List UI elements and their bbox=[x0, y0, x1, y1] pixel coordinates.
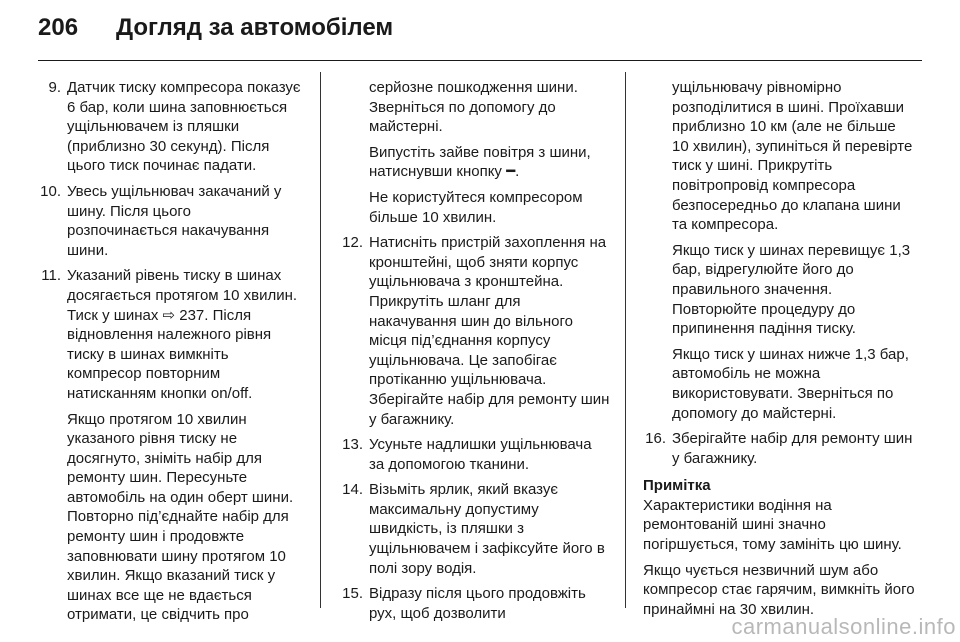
note-heading: Примітка bbox=[643, 477, 711, 495]
note-paragraph: Характеристики водіння на ремонтованій шині значно погіршується, тому замініть цю шину. bbox=[643, 496, 902, 554]
step-number: 12. bbox=[342, 234, 363, 252]
page-title: Догляд за автомобілем bbox=[116, 14, 394, 41]
list-item bbox=[38, 266, 304, 403]
page-header bbox=[38, 14, 393, 54]
paragraph: Якщо протягом 10 хвилин указаного рівня тиску не досягнуто, зніміть набір для ремонту шин. Пересуньте автомобіль на один оберт шини. Повторно під’єднайте набір для ремонту шин і продовжте заповнювати шину протягом 10 хвилин. Якщо вказаний тиск у шинах все ще не вдається отримати, це свідчить про bbox=[67, 410, 294, 624]
step-number: 10. bbox=[40, 182, 61, 200]
list-item bbox=[340, 233, 610, 429]
step-number: 13. bbox=[342, 436, 363, 454]
list-item bbox=[38, 182, 304, 260]
list-item bbox=[38, 78, 304, 176]
header-rule bbox=[38, 60, 922, 61]
page-number: 206 bbox=[38, 14, 79, 41]
column-divider-2 bbox=[625, 72, 626, 608]
watermark: carmanualsonline.info bbox=[731, 614, 956, 639]
paragraph bbox=[369, 143, 610, 182]
paragraph: Якщо тиск у шинах перевищує 1,3 бар, відрегулюйте його до правильного значення. Повторюйте процедуру до припинення падіння тиску. bbox=[672, 241, 911, 338]
step-number: 16. bbox=[645, 430, 666, 448]
list-item bbox=[340, 480, 610, 578]
step-number: 11. bbox=[41, 267, 61, 285]
paragraph-end: . bbox=[515, 163, 520, 181]
step-number: 9. bbox=[48, 79, 61, 96]
step-text: Усуньте надлишки ущільнювача за допомогою тканини. bbox=[369, 436, 592, 473]
step-number: 15. bbox=[342, 585, 363, 603]
step-text: Увесь ущільнювач закачаний у шину. Після цього розпочинається накачування шини. bbox=[67, 182, 282, 259]
list-item bbox=[340, 584, 610, 623]
paragraph: серйозне пошкодження шини. Зверніться по допомогу до майстерні. bbox=[369, 79, 578, 136]
column-3 bbox=[643, 78, 915, 625]
step-text: Зберігайте набір для ремонту шин у багажнику. bbox=[672, 430, 913, 467]
step-text: Датчик тиску компресора показує 6 бар, коли шина заповнюється ущільнювачем із пляшки (приблизно 30 секунд). Після цього тиск починає падати. bbox=[67, 79, 301, 175]
step-text: Відразу після цього продовжіть рух, щоб дозволити bbox=[369, 585, 586, 622]
paragraph: ущільнювачу рівномірно розподілитися в шині. Проїхавши приблизно 10 км (але не більше 10 хвилин), зупиніться й перевірте тиск у шині. Прикрутіть повітропровід компресора безпосередньо до клапана шини та компресора. bbox=[672, 79, 913, 234]
list-item bbox=[340, 435, 610, 474]
step-text: Указаний рівень тиску в шинах досягається протягом 10 хвилин. Тиск у шинах ⇨ 237. Після відновлення належного рівня тиску в шинах вимкніть компресор повторним натисканням кнопки on/off. bbox=[67, 267, 298, 402]
paragraph: Якщо тиск у шинах нижче 1,3 бар, автомобіль не можна використовувати. Зверніться по допомогу до майстерні. bbox=[672, 345, 909, 422]
column-1 bbox=[38, 78, 304, 631]
column-2 bbox=[340, 78, 610, 629]
note-paragraph: Якщо чується незвичний шум або компресор стає гарячим, вимкніть його принаймні на 30 хвилин. bbox=[643, 561, 915, 618]
column-divider-1 bbox=[320, 72, 321, 608]
paragraph: Не користуйтеся компресором більше 10 хвилин. bbox=[369, 188, 583, 226]
minus-button-icon: ━ bbox=[506, 163, 516, 181]
step-number: 14. bbox=[342, 481, 363, 499]
step-text: Візьміть ярлик, який вказує максимальну допустиму швидкість, із пляшки з ущільнювачем і зафіксуйте його в полі зору водія. bbox=[369, 481, 605, 577]
step-text: Натисніть пристрій захоплення на кронштейні, щоб зняти корпус ущільнювача з кронштейна. Прикрутіть шланг для накачування шин до вільного місця під’єднання корпусу ущільнювача. Це запобігає протіканню ущільнювача. Зберігайте набір для ремонту шин у багажнику. bbox=[369, 234, 610, 428]
list-item bbox=[643, 429, 915, 468]
paragraph-text: Випустіть зайве повітря з шини, натиснувши кнопку bbox=[369, 143, 591, 181]
